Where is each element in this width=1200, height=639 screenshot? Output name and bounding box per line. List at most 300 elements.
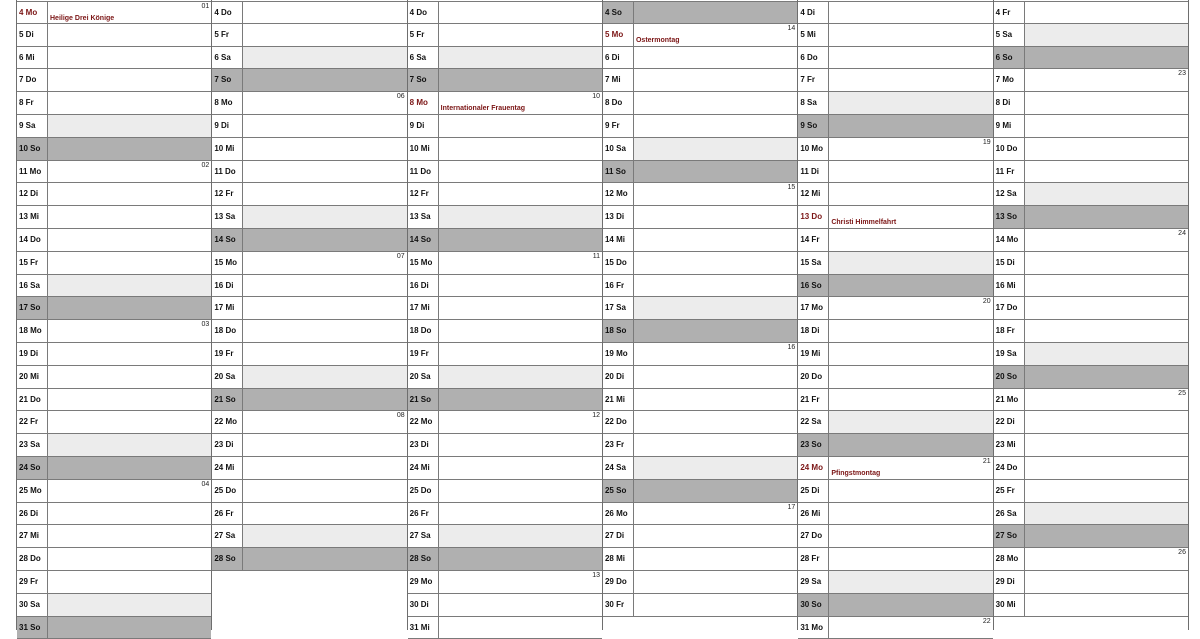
week-number: 25 bbox=[1178, 389, 1186, 397]
day-entry-cell[interactable] bbox=[48, 115, 211, 137]
day-label: 12 Fr bbox=[212, 183, 243, 205]
day-entry-cell[interactable] bbox=[634, 115, 797, 137]
day-label: 14 So bbox=[408, 229, 439, 251]
day-entry-cell[interactable] bbox=[48, 343, 211, 365]
day-label: 16 Sa bbox=[17, 275, 48, 297]
day-entry-cell[interactable] bbox=[243, 138, 406, 160]
day-row bbox=[603, 320, 797, 343]
day-row bbox=[212, 1, 406, 24]
day-entry-cell[interactable] bbox=[829, 275, 992, 297]
day-row bbox=[408, 252, 602, 275]
day-label: 7 Mi bbox=[603, 69, 634, 91]
day-row bbox=[408, 434, 602, 457]
day-entry-cell[interactable] bbox=[439, 366, 602, 388]
holiday-name: Christi Himmelfahrt bbox=[831, 219, 897, 227]
day-entry-cell[interactable] bbox=[1025, 594, 1188, 616]
day-row bbox=[212, 411, 406, 434]
day-entry-cell[interactable] bbox=[829, 617, 992, 639]
day-label: 19 Mo bbox=[603, 343, 634, 365]
day-entry-cell[interactable] bbox=[829, 69, 992, 91]
day-row bbox=[17, 411, 211, 434]
day-entry-cell[interactable] bbox=[1025, 275, 1188, 297]
day-entry-cell[interactable] bbox=[1025, 480, 1188, 502]
day-entry-cell[interactable] bbox=[439, 320, 602, 342]
day-label: 24 So bbox=[17, 457, 48, 479]
day-entry-cell[interactable] bbox=[48, 548, 211, 570]
day-label: 28 Fr bbox=[798, 548, 829, 570]
day-entry-cell[interactable] bbox=[829, 571, 992, 593]
day-label: 8 Mo bbox=[212, 92, 243, 114]
day-label: 9 Di bbox=[212, 115, 243, 137]
day-label: 28 So bbox=[408, 548, 439, 570]
day-entry-cell[interactable] bbox=[243, 297, 406, 319]
week-number: 07 bbox=[396, 252, 405, 260]
day-row bbox=[408, 389, 602, 412]
day-entry-cell[interactable] bbox=[829, 252, 992, 274]
day-entry-cell[interactable] bbox=[829, 2, 992, 23]
holiday-name: Ostermontag bbox=[635, 36, 680, 44]
day-entry-cell[interactable] bbox=[1025, 138, 1188, 160]
day-label: 17 Sa bbox=[603, 297, 634, 319]
day-entry-cell[interactable] bbox=[243, 47, 406, 69]
day-label: 14 Mo bbox=[994, 229, 1025, 251]
day-entry-cell[interactable] bbox=[439, 548, 602, 570]
day-entry-cell[interactable] bbox=[48, 457, 211, 479]
day-entry-cell[interactable] bbox=[48, 2, 211, 23]
day-row bbox=[408, 206, 602, 229]
day-entry-cell[interactable] bbox=[439, 275, 602, 297]
day-entry-cell[interactable] bbox=[829, 206, 992, 228]
day-entry-cell[interactable] bbox=[48, 92, 211, 114]
day-label: 28 Do bbox=[17, 548, 48, 570]
week-number: 14 bbox=[787, 24, 796, 32]
day-row bbox=[212, 252, 406, 275]
day-entry-cell[interactable] bbox=[439, 138, 602, 160]
day-label: 27 Di bbox=[603, 525, 634, 547]
day-label: 18 Fr bbox=[994, 320, 1025, 342]
day-row bbox=[994, 24, 1188, 47]
day-row bbox=[798, 617, 992, 639]
day-entry-cell[interactable] bbox=[243, 115, 406, 137]
day-entry-cell[interactable] bbox=[829, 389, 992, 411]
day-row bbox=[17, 69, 211, 92]
day-entry-cell[interactable] bbox=[829, 24, 992, 46]
week-number: 20 bbox=[982, 298, 991, 306]
day-entry-cell[interactable] bbox=[829, 457, 992, 479]
day-label: 26 Sa bbox=[994, 503, 1025, 525]
day-entry-cell[interactable] bbox=[1025, 24, 1188, 46]
day-row bbox=[17, 47, 211, 70]
day-entry-cell[interactable] bbox=[1025, 161, 1188, 183]
day-entry-cell[interactable] bbox=[634, 229, 797, 251]
day-label: 23 Di bbox=[212, 434, 243, 456]
day-row bbox=[603, 503, 797, 526]
day-row bbox=[603, 434, 797, 457]
day-entry-cell[interactable] bbox=[634, 548, 797, 570]
day-entry-cell[interactable] bbox=[243, 525, 406, 547]
day-label: 25 Do bbox=[408, 480, 439, 502]
day-entry-cell[interactable] bbox=[1025, 343, 1188, 365]
day-entry-cell[interactable] bbox=[48, 503, 211, 525]
day-row bbox=[408, 69, 602, 92]
day-row bbox=[994, 252, 1188, 275]
day-entry-cell[interactable] bbox=[48, 206, 211, 228]
day-entry-cell[interactable] bbox=[48, 320, 211, 342]
day-entry-cell[interactable] bbox=[634, 183, 797, 205]
day-label: 20 So bbox=[994, 366, 1025, 388]
day-entry-cell[interactable] bbox=[439, 183, 602, 205]
day-row bbox=[212, 320, 406, 343]
day-label: 20 Sa bbox=[408, 366, 439, 388]
week-number: 13 bbox=[592, 572, 600, 579]
day-entry-cell[interactable] bbox=[1025, 229, 1188, 251]
day-entry-cell[interactable] bbox=[1025, 548, 1188, 570]
day-entry-cell[interactable] bbox=[829, 343, 992, 365]
day-entry-cell[interactable] bbox=[48, 617, 211, 639]
day-entry-cell[interactable] bbox=[439, 617, 602, 639]
day-entry-cell[interactable] bbox=[829, 548, 992, 570]
day-label: 10 Mi bbox=[408, 138, 439, 160]
day-entry-cell[interactable] bbox=[1025, 571, 1188, 593]
day-entry-cell[interactable] bbox=[1025, 366, 1188, 388]
day-row bbox=[603, 92, 797, 115]
day-row bbox=[17, 457, 211, 480]
day-label: 11 Do bbox=[212, 161, 243, 183]
day-row bbox=[212, 480, 406, 503]
day-entry-cell[interactable] bbox=[634, 138, 797, 160]
day-entry-cell[interactable] bbox=[634, 389, 797, 411]
day-row bbox=[17, 617, 211, 639]
day-entry-cell[interactable] bbox=[634, 275, 797, 297]
day-entry-cell[interactable] bbox=[634, 24, 797, 46]
day-entry-cell[interactable] bbox=[439, 69, 602, 91]
day-entry-cell[interactable] bbox=[634, 503, 797, 525]
day-entry-cell[interactable] bbox=[48, 161, 211, 183]
day-entry-cell[interactable] bbox=[439, 480, 602, 502]
day-label: 15 Mo bbox=[212, 252, 243, 274]
month-column bbox=[994, 0, 1189, 630]
day-entry-cell[interactable] bbox=[243, 457, 406, 479]
day-label: 13 Do bbox=[798, 206, 829, 228]
day-label: 19 Fr bbox=[212, 343, 243, 365]
day-entry-cell[interactable] bbox=[243, 366, 406, 388]
day-entry-cell[interactable] bbox=[439, 571, 602, 593]
day-row bbox=[603, 548, 797, 571]
day-row bbox=[408, 115, 602, 138]
day-entry-cell[interactable] bbox=[439, 297, 602, 319]
day-row bbox=[994, 434, 1188, 457]
day-label: 25 Di bbox=[798, 480, 829, 502]
week-number: 24 bbox=[1178, 230, 1186, 237]
day-entry-cell[interactable] bbox=[243, 2, 406, 23]
day-entry-cell[interactable] bbox=[439, 525, 602, 547]
day-entry-cell[interactable] bbox=[439, 252, 602, 274]
day-row bbox=[17, 594, 211, 617]
day-row bbox=[798, 366, 992, 389]
day-entry-cell[interactable] bbox=[48, 434, 211, 456]
day-entry-cell[interactable] bbox=[829, 183, 992, 205]
day-entry-cell[interactable] bbox=[243, 343, 406, 365]
day-label: 28 So bbox=[212, 548, 243, 570]
day-row bbox=[17, 503, 211, 526]
day-entry-cell[interactable] bbox=[634, 2, 797, 23]
day-row bbox=[212, 297, 406, 320]
day-entry-cell[interactable] bbox=[439, 47, 602, 69]
day-entry-cell[interactable] bbox=[48, 297, 211, 319]
day-entry-cell[interactable] bbox=[634, 47, 797, 69]
day-entry-cell[interactable] bbox=[1025, 69, 1188, 91]
day-entry-cell[interactable] bbox=[829, 434, 992, 456]
day-entry-cell[interactable] bbox=[439, 503, 602, 525]
day-row bbox=[798, 457, 992, 480]
day-entry-cell[interactable] bbox=[829, 320, 992, 342]
day-entry-cell[interactable] bbox=[829, 92, 992, 114]
day-label: 12 Mo bbox=[603, 183, 634, 205]
day-label: 12 Fr bbox=[408, 183, 439, 205]
day-row bbox=[212, 275, 406, 298]
day-label: 4 Di bbox=[798, 2, 829, 23]
day-entry-cell[interactable] bbox=[634, 320, 797, 342]
day-row bbox=[212, 161, 406, 184]
day-entry-cell[interactable] bbox=[439, 389, 602, 411]
week-number: 01 bbox=[201, 3, 210, 10]
day-row bbox=[408, 457, 602, 480]
day-entry-cell[interactable] bbox=[48, 47, 211, 69]
day-entry-cell[interactable] bbox=[439, 411, 602, 433]
day-entry-cell[interactable] bbox=[634, 434, 797, 456]
day-row bbox=[17, 343, 211, 366]
day-entry-cell[interactable] bbox=[1025, 252, 1188, 274]
day-entry-cell[interactable] bbox=[439, 161, 602, 183]
day-label: 18 Do bbox=[408, 320, 439, 342]
day-entry-cell[interactable] bbox=[243, 548, 406, 570]
day-entry-cell[interactable] bbox=[243, 92, 406, 114]
day-row bbox=[408, 138, 602, 161]
day-row bbox=[603, 115, 797, 138]
day-entry-cell[interactable] bbox=[439, 24, 602, 46]
day-entry-cell[interactable] bbox=[48, 594, 211, 616]
day-entry-cell[interactable] bbox=[48, 183, 211, 205]
day-row bbox=[798, 69, 992, 92]
day-entry-cell[interactable] bbox=[634, 206, 797, 228]
day-label: 23 Di bbox=[408, 434, 439, 456]
day-row bbox=[212, 206, 406, 229]
day-label: 13 Di bbox=[603, 206, 634, 228]
day-row bbox=[212, 183, 406, 206]
day-label: 16 So bbox=[798, 275, 829, 297]
day-entry-cell[interactable] bbox=[829, 161, 992, 183]
day-entry-cell[interactable] bbox=[634, 594, 797, 616]
day-label: 14 Mi bbox=[603, 229, 634, 251]
day-entry-cell[interactable] bbox=[48, 571, 211, 593]
day-entry-cell[interactable] bbox=[1025, 434, 1188, 456]
day-entry-cell[interactable] bbox=[243, 320, 406, 342]
day-entry-cell[interactable] bbox=[634, 161, 797, 183]
day-row bbox=[798, 411, 992, 434]
day-row bbox=[17, 548, 211, 571]
day-entry-cell[interactable] bbox=[1025, 389, 1188, 411]
day-entry-cell[interactable] bbox=[634, 480, 797, 502]
day-entry-cell[interactable] bbox=[243, 183, 406, 205]
day-label: 21 Mi bbox=[603, 389, 634, 411]
day-label: 10 Sa bbox=[603, 138, 634, 160]
day-row bbox=[212, 434, 406, 457]
day-entry-cell[interactable] bbox=[439, 206, 602, 228]
day-entry-cell[interactable] bbox=[829, 411, 992, 433]
day-entry-cell[interactable] bbox=[634, 571, 797, 593]
day-entry-cell[interactable] bbox=[439, 343, 602, 365]
day-entry-cell[interactable] bbox=[439, 92, 602, 114]
day-label: 14 Fr bbox=[798, 229, 829, 251]
day-entry-cell[interactable] bbox=[1025, 183, 1188, 205]
day-entry-cell[interactable] bbox=[1025, 206, 1188, 228]
day-entry-cell[interactable] bbox=[439, 229, 602, 251]
day-entry-cell[interactable] bbox=[243, 275, 406, 297]
day-label: 8 Fr bbox=[17, 92, 48, 114]
day-entry-cell[interactable] bbox=[439, 2, 602, 23]
day-row bbox=[17, 229, 211, 252]
day-row bbox=[603, 69, 797, 92]
day-entry-cell[interactable] bbox=[634, 366, 797, 388]
day-entry-cell[interactable] bbox=[829, 503, 992, 525]
day-row bbox=[212, 525, 406, 548]
day-entry-cell[interactable] bbox=[243, 411, 406, 433]
day-entry-cell[interactable] bbox=[1025, 115, 1188, 137]
day-entry-cell[interactable] bbox=[634, 92, 797, 114]
day-label: 12 Sa bbox=[994, 183, 1025, 205]
day-entry-cell[interactable] bbox=[48, 525, 211, 547]
day-entry-cell[interactable] bbox=[634, 525, 797, 547]
day-entry-cell[interactable] bbox=[243, 206, 406, 228]
day-entry-cell[interactable] bbox=[1025, 503, 1188, 525]
day-entry-cell[interactable] bbox=[48, 389, 211, 411]
day-entry-cell[interactable] bbox=[243, 389, 406, 411]
day-row bbox=[798, 503, 992, 526]
day-label: 27 Do bbox=[798, 525, 829, 547]
day-label: 29 Mo bbox=[408, 571, 439, 593]
day-entry-cell[interactable] bbox=[1025, 92, 1188, 114]
day-label: 13 Sa bbox=[212, 206, 243, 228]
day-entry-cell[interactable] bbox=[829, 594, 992, 616]
day-entry-cell[interactable] bbox=[1025, 457, 1188, 479]
day-entry-cell[interactable] bbox=[439, 115, 602, 137]
day-entry-cell[interactable] bbox=[1025, 297, 1188, 319]
day-entry-cell[interactable] bbox=[1025, 2, 1188, 23]
day-entry-cell[interactable] bbox=[1025, 47, 1188, 69]
day-label: 29 Di bbox=[994, 571, 1025, 593]
day-entry-cell[interactable] bbox=[829, 366, 992, 388]
day-entry-cell[interactable] bbox=[634, 411, 797, 433]
day-entry-cell[interactable] bbox=[48, 252, 211, 274]
day-entry-cell[interactable] bbox=[48, 69, 211, 91]
week-number: 21 bbox=[982, 458, 991, 465]
day-entry-cell[interactable] bbox=[48, 138, 211, 160]
day-entry-cell[interactable] bbox=[243, 503, 406, 525]
day-entry-cell[interactable] bbox=[829, 229, 992, 251]
day-label: 7 Do bbox=[17, 69, 48, 91]
day-entry-cell[interactable] bbox=[829, 480, 992, 502]
day-label: 31 Mi bbox=[408, 617, 439, 639]
day-row bbox=[994, 457, 1188, 480]
day-entry-cell[interactable] bbox=[634, 457, 797, 479]
day-row bbox=[17, 252, 211, 275]
day-entry-cell[interactable] bbox=[634, 252, 797, 274]
day-entry-cell[interactable] bbox=[243, 161, 406, 183]
day-row bbox=[408, 525, 602, 548]
day-entry-cell[interactable] bbox=[439, 434, 602, 456]
day-entry-cell[interactable] bbox=[1025, 525, 1188, 547]
day-entry-cell[interactable] bbox=[634, 297, 797, 319]
day-entry-cell[interactable] bbox=[48, 229, 211, 251]
day-entry-cell[interactable] bbox=[829, 115, 992, 137]
day-entry-cell[interactable] bbox=[829, 47, 992, 69]
day-label: 4 Do bbox=[408, 2, 439, 23]
day-entry-cell[interactable] bbox=[829, 138, 992, 160]
day-entry-cell[interactable] bbox=[243, 252, 406, 274]
day-row bbox=[603, 47, 797, 70]
day-label: 16 Di bbox=[408, 275, 439, 297]
day-row bbox=[798, 115, 992, 138]
day-entry-cell[interactable] bbox=[243, 434, 406, 456]
day-row bbox=[408, 24, 602, 47]
day-entry-cell[interactable] bbox=[829, 525, 992, 547]
day-row bbox=[408, 411, 602, 434]
day-row bbox=[994, 115, 1188, 138]
day-label: 22 Mo bbox=[408, 411, 439, 433]
day-label: 23 Fr bbox=[603, 434, 634, 456]
day-label: 9 So bbox=[798, 115, 829, 137]
day-label: 22 Sa bbox=[798, 411, 829, 433]
day-label: 5 Di bbox=[17, 24, 48, 46]
day-row bbox=[212, 457, 406, 480]
day-row bbox=[408, 229, 602, 252]
day-label: 26 Fr bbox=[408, 503, 439, 525]
day-label: 6 Do bbox=[798, 47, 829, 69]
day-entry-cell[interactable] bbox=[48, 411, 211, 433]
day-label: 27 Mi bbox=[17, 525, 48, 547]
day-entry-cell[interactable] bbox=[634, 69, 797, 91]
day-entry-cell[interactable] bbox=[1025, 411, 1188, 433]
month-column bbox=[408, 0, 603, 630]
week-number: 06 bbox=[396, 93, 405, 101]
day-row bbox=[408, 594, 602, 617]
day-entry-cell[interactable] bbox=[1025, 320, 1188, 342]
day-entry-cell[interactable] bbox=[48, 24, 211, 46]
week-number: 10 bbox=[592, 93, 600, 101]
day-label: 4 Fr bbox=[994, 2, 1025, 23]
day-entry-cell[interactable] bbox=[243, 24, 406, 46]
day-entry-cell[interactable] bbox=[829, 297, 992, 319]
day-label: 15 Mo bbox=[408, 252, 439, 274]
day-label: 27 Sa bbox=[408, 525, 439, 547]
day-row bbox=[408, 503, 602, 526]
day-row bbox=[798, 1, 992, 24]
day-row bbox=[798, 571, 992, 594]
day-entry-cell[interactable] bbox=[243, 69, 406, 91]
day-entry-cell[interactable] bbox=[634, 343, 797, 365]
day-entry-cell[interactable] bbox=[48, 275, 211, 297]
day-entry-cell[interactable] bbox=[48, 366, 211, 388]
day-label: 13 So bbox=[994, 206, 1025, 228]
day-entry-cell[interactable] bbox=[439, 457, 602, 479]
day-entry-cell[interactable] bbox=[48, 480, 211, 502]
day-label: 26 Di bbox=[17, 503, 48, 525]
day-entry-cell[interactable] bbox=[439, 594, 602, 616]
day-entry-cell[interactable] bbox=[243, 480, 406, 502]
day-label: 31 Mo bbox=[798, 617, 829, 639]
day-label: 11 Di bbox=[798, 161, 829, 183]
day-entry-cell[interactable] bbox=[243, 229, 406, 251]
